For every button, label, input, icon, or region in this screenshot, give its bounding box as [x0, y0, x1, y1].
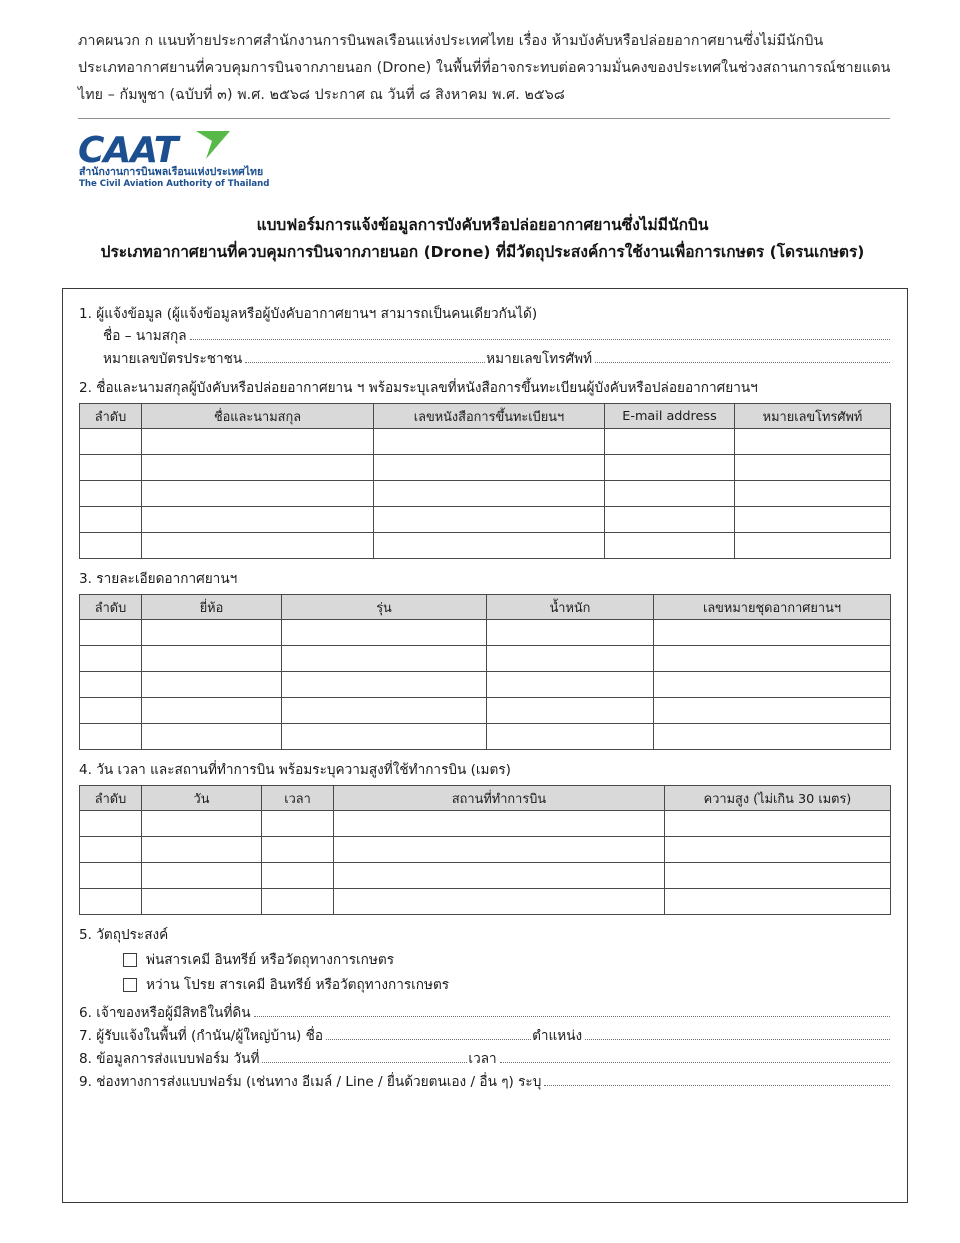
field-full-name-label: ชื่อ – นามสกุล [103, 328, 187, 344]
flight-table-body [80, 811, 891, 915]
operators-col-registration: เลขหนังสือการขึ้นทะเบียนฯ [374, 404, 605, 429]
cell[interactable] [142, 620, 282, 646]
operators-table [79, 403, 891, 559]
field-id-number-label: หมายเลขบัตรประชาชน [103, 351, 243, 367]
field-id-and-phone[interactable] [79, 348, 891, 371]
table-row[interactable] [80, 724, 891, 750]
aircraft-details-table [79, 594, 891, 750]
table-row[interactable] [80, 429, 891, 455]
cell[interactable] [487, 698, 654, 724]
section-2-heading: 2. ชื่อและนามสกุลผู้บังคับหรือปล่อยอากาศยาน ฯ พร้อมระบุเลขที่หนังสือการขึ้นทะเบียนผู้บังคับหรือปล่อยอากาศยานฯ [79, 380, 758, 396]
field-full-name[interactable] [79, 325, 891, 348]
cell[interactable] [605, 507, 735, 533]
cell[interactable] [142, 889, 262, 915]
table-row[interactable] [80, 811, 891, 837]
page-title-line-1: แบบฟอร์มการแจ้งข้อมูลการบังคับหรือปล่อยอากาศยานซึ่งไม่มีนักบิน [256, 216, 709, 234]
cell[interactable] [262, 811, 334, 837]
cell[interactable] [142, 646, 282, 672]
purpose-option-spread[interactable] [79, 974, 891, 996]
form-container [62, 288, 908, 1203]
flight-col-time: เวลา [262, 786, 334, 811]
field-local-receiver-input[interactable] [326, 1038, 531, 1040]
cell[interactable] [654, 672, 891, 698]
field-submission-time-input[interactable] [500, 1061, 890, 1063]
purpose-option-spray[interactable] [79, 949, 891, 971]
cell[interactable] [374, 481, 605, 507]
cell[interactable] [282, 698, 487, 724]
cell[interactable] [80, 646, 142, 672]
field-submission-channel[interactable] [79, 1071, 891, 1094]
aircraft-col-brand: ยี่ห้อ [142, 595, 282, 620]
flight-col-date: วัน [142, 786, 262, 811]
annex-header [78, 28, 890, 109]
operators-col-phone: หมายเลขโทรศัพท์ [735, 404, 891, 429]
field-submission-date-label: 8. ข้อมูลการส่งแบบฟอร์ม วันที่ [79, 1051, 260, 1067]
table-row[interactable] [80, 863, 891, 889]
table-row[interactable] [80, 507, 891, 533]
cell[interactable] [605, 533, 735, 559]
cell[interactable] [374, 507, 605, 533]
cell[interactable] [282, 724, 487, 750]
table-row[interactable] [80, 481, 891, 507]
field-submission-channel-label: 9. ช่องทางการส่งแบบฟอร์ม (เช่นทาง อีเมล์ / Line / ยื่นด้วยตนเอง / อื่น ๆ) ระบุ [79, 1074, 542, 1090]
aircraft-col-model: รุ่น [282, 595, 487, 620]
cell[interactable] [142, 429, 374, 455]
checkbox-icon[interactable] [123, 953, 137, 967]
cell[interactable] [262, 837, 334, 863]
cell[interactable] [80, 837, 142, 863]
aircraft-col-serial: เลขหมายชุดอากาศยานฯ [654, 595, 891, 620]
cell[interactable] [374, 455, 605, 481]
field-submission-datetime[interactable] [79, 1048, 891, 1071]
flight-table-header-row [80, 786, 891, 811]
cell[interactable] [80, 429, 142, 455]
cell[interactable] [80, 533, 142, 559]
flight-schedule-table [79, 785, 891, 915]
section-4-heading: 4. วัน เวลา และสถานที่ทำการบิน พร้อมระบุความสูงที่ใช้ทำการบิน (เมตร) [79, 762, 511, 778]
field-position-input[interactable] [585, 1038, 890, 1040]
field-phone-label: หมายเลขโทรศัพท์ [486, 351, 593, 367]
flight-col-seq: ลำดับ [80, 786, 142, 811]
operators-col-name: ชื่อและนามสกุล [142, 404, 374, 429]
cell[interactable] [374, 429, 605, 455]
cell[interactable] [334, 863, 665, 889]
cell[interactable] [334, 889, 665, 915]
field-id-number-input[interactable] [245, 361, 485, 363]
table-row[interactable] [80, 698, 891, 724]
cell[interactable] [80, 724, 142, 750]
cell[interactable] [142, 455, 374, 481]
field-position-label: ตำแหน่ง [532, 1028, 583, 1044]
cell[interactable] [605, 481, 735, 507]
cell[interactable] [80, 889, 142, 915]
cell[interactable] [282, 672, 487, 698]
cell[interactable] [142, 724, 282, 750]
table-row[interactable] [80, 837, 891, 863]
cell[interactable] [735, 533, 891, 559]
cell[interactable] [654, 724, 891, 750]
field-submission-channel-input[interactable] [544, 1084, 890, 1086]
cell[interactable] [487, 646, 654, 672]
cell[interactable] [142, 863, 262, 889]
checkbox-icon[interactable] [123, 978, 137, 992]
cell[interactable] [142, 811, 262, 837]
table-row[interactable] [80, 455, 891, 481]
cell[interactable] [605, 455, 735, 481]
field-phone-input[interactable] [595, 361, 890, 363]
field-submission-time-label: เวลา [468, 1051, 497, 1067]
header-divider [78, 118, 890, 119]
aircraft-col-weight: น้ำหนัก [487, 595, 654, 620]
svg-text:CAAT: CAAT [78, 130, 178, 171]
cell[interactable] [735, 507, 891, 533]
flight-col-altitude: ความสูง (ไม่เกิน 30 เมตร) [665, 786, 891, 811]
operators-col-seq: ลำดับ [80, 404, 142, 429]
cell[interactable] [80, 863, 142, 889]
field-landowner-label: 6. เจ้าของหรือผู้มีสิทธิในที่ดิน [79, 1005, 251, 1021]
cell[interactable] [142, 481, 374, 507]
caat-logo-icon [78, 128, 318, 190]
field-full-name-input[interactable] [190, 338, 890, 340]
cell[interactable] [665, 863, 891, 889]
annex-header-line-2: ประเภทอากาศยานที่ควบคุมการบินจากภายนอก (Drone) ในพื้นที่ที่อาจกระทบต่อความมั่นคงของประเทศในช่วงสถานการณ์ชายแดน [78, 60, 891, 76]
cell[interactable] [80, 811, 142, 837]
cell[interactable] [605, 429, 735, 455]
operators-table-body [80, 429, 891, 559]
cell[interactable] [142, 533, 374, 559]
cell[interactable] [665, 889, 891, 915]
section-5-heading: 5. วัตถุประสงค์ [79, 927, 169, 943]
cell[interactable] [142, 698, 282, 724]
svg-text:สำนักงานการบินพลเรือนแห่งประเท: สำนักงานการบินพลเรือนแห่งประเทศไทย [79, 166, 264, 178]
svg-text:The Civil Aviation Authority o: The Civil Aviation Authority of Thailand [79, 179, 270, 189]
cell[interactable] [282, 620, 487, 646]
annex-header-line-1: ภาคผนวก ก แนบท้ายประกาศสำนักงานการบินพลเรือนแห่งประเทศไทย เรื่อง ห้ามบังคับหรือปล่อยอากาศยานซึ่งไม่มีนักบิน [78, 33, 824, 49]
cell[interactable] [262, 889, 334, 915]
cell[interactable] [735, 429, 891, 455]
aircraft-table-header-row [80, 595, 891, 620]
cell[interactable] [282, 646, 487, 672]
page-title-line-2: ประเภทอากาศยานที่ควบคุมการบินจากภายนอก (Drone) ที่มีวัตถุประสงค์การใช้งานเพื่อการเกษตร (โดรนเกษตร) [100, 243, 865, 261]
cell[interactable] [654, 620, 891, 646]
cell[interactable] [735, 481, 891, 507]
cell[interactable] [80, 455, 142, 481]
cell[interactable] [487, 672, 654, 698]
cell[interactable] [665, 837, 891, 863]
cell[interactable] [654, 698, 891, 724]
operators-table-header-row [80, 404, 891, 429]
cell[interactable] [487, 724, 654, 750]
table-row[interactable] [80, 533, 891, 559]
aircraft-table-body [80, 620, 891, 750]
cell[interactable] [80, 481, 142, 507]
cell[interactable] [262, 863, 334, 889]
cell[interactable] [654, 646, 891, 672]
cell[interactable] [735, 455, 891, 481]
table-row[interactable] [80, 672, 891, 698]
flight-col-location: สถานที่ทำการบิน [334, 786, 665, 811]
caat-logo [78, 128, 318, 190]
aircraft-col-seq: ลำดับ [80, 595, 142, 620]
cell[interactable] [142, 672, 282, 698]
cell[interactable] [665, 811, 891, 837]
field-local-receiver[interactable] [79, 1025, 891, 1048]
cell[interactable] [334, 811, 665, 837]
cell[interactable] [80, 698, 142, 724]
field-submission-date-input[interactable] [262, 1061, 467, 1063]
page-title [60, 212, 905, 266]
cell[interactable] [80, 507, 142, 533]
field-local-receiver-label: 7. ผู้รับแจ้งในพื้นที่ (กำนัน/ผู้ใหญ่บ้าน) ชื่อ [79, 1028, 324, 1044]
cell[interactable] [374, 533, 605, 559]
operators-col-email: E-mail address [605, 404, 735, 429]
cell[interactable] [334, 837, 665, 863]
section-3-heading: 3. รายละเอียดอากาศยานฯ [79, 571, 238, 587]
purpose-option-spread-label: หว่าน โปรย สารเคมี อินทรีย์ หรือวัตถุทางการเกษตร [146, 977, 450, 993]
cell[interactable] [80, 672, 142, 698]
field-landowner[interactable] [79, 1002, 891, 1025]
field-landowner-input[interactable] [254, 1015, 890, 1017]
annex-header-line-3: ไทย – กัมพูชา (ฉบับที่ ๓) พ.ศ. ๒๕๖๘ ประกาศ ณ วันที่ ๘ สิงหาคม พ.ศ. ๒๕๖๘ [78, 87, 565, 103]
cell[interactable] [487, 620, 654, 646]
cell[interactable] [80, 620, 142, 646]
table-row[interactable] [80, 889, 891, 915]
cell[interactable] [142, 837, 262, 863]
purpose-option-spray-label: พ่นสารเคมี อินทรีย์ หรือวัตถุทางการเกษตร [146, 952, 394, 968]
table-row[interactable] [80, 646, 891, 672]
table-row[interactable] [80, 620, 891, 646]
section-1-heading: 1. ผู้แจ้งข้อมูล (ผู้แจ้งข้อมูลหรือผู้บังคับอากาศยานฯ สามารถเป็นคนเดียวกันได้) [79, 306, 538, 322]
cell[interactable] [142, 507, 374, 533]
